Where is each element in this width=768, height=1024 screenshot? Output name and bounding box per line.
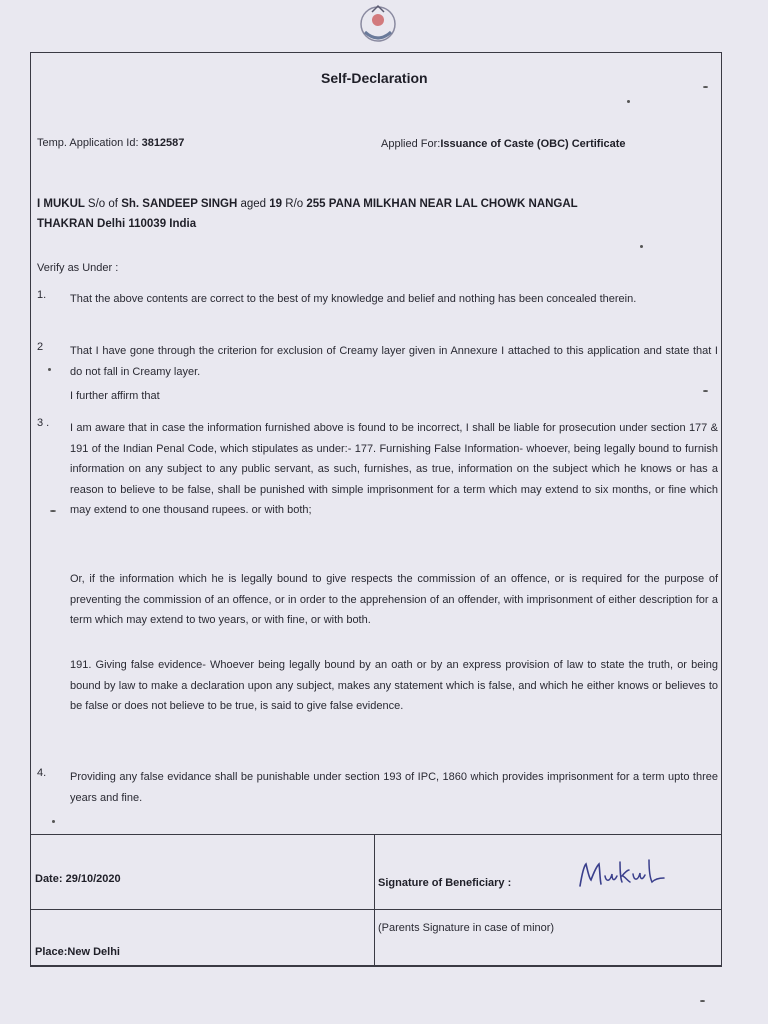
parent-signature-cell [374, 909, 722, 967]
place-field: Place:New Delhi [35, 946, 120, 958]
item-3-para-2: Or, if the information which he is legally bound to give respects the commission of an offence, or is required for the purpose of preventing the commission of an offence, or in order to the apprehension of an offender, with imprisonment of either description for a term which may extend to two years, or with fine, or with both. [70, 573, 718, 626]
item-text: That I have gone through the criterion for exclusion of Creamy layer given in Annexure I attached to this application and state that I do not fall in Creamy layer. [70, 345, 718, 378]
item-number: 3 . [37, 417, 50, 429]
item-text: Providing any false evidance shall be punishable under section 193 of IPC, 1860 which provides imprisonment for a term upto three years and fine. [70, 771, 718, 804]
item-number: 2 [37, 341, 44, 353]
date-field: Date: 29/10/2020 [35, 873, 121, 885]
parent-signature-label: (Parents Signature in case of minor) [378, 922, 555, 934]
declaration-document [30, 52, 722, 966]
affirm-line: I further affirm that [70, 390, 160, 402]
declarant-line-2: THAKRAN Delhi 110039 India [37, 218, 197, 230]
application-id: Temp. Application Id: 3812587 [37, 137, 185, 149]
item-number: 4. [37, 767, 47, 779]
item-3-para-3: 191. Giving false evidence- Whoever being legally bound by an oath or by an express provision of law to state the truth, or being bound by law to make a declaration upon any subject, makes any statement which is false, and which he either knows or believes to be false or does not believe to be true, is said to give false evidence. [70, 659, 718, 712]
item-text: That the above contents are correct to the best of my knowledge and belief and nothing has been concealed therein. [70, 293, 637, 305]
applied-for: Applied For:Issuance of Caste (OBC) Certificate [381, 138, 626, 150]
verify-heading: Verify as Under : [37, 262, 119, 274]
declarant-line-1: I MUKUL S/o of Sh. SANDEEP SINGH aged 19 R/o 255 PANA MILKHAN NEAR LAL CHOWK NANGAL [37, 198, 578, 210]
signature-label: Signature of Beneficiary : [378, 877, 512, 889]
item-3-intro: I am aware that in case the information furnished above is found to be incorrect, I shall be liable for prosecution under section 177 & 191 of the Indian Penal Code, which stipulates as under:- 177. Furnishing False Information- whoever, being legally bound to furnish information on any subject to any public servant, as such, furnishes, as true, information on the subject which he knows or has a reason to believe to be false, shall be punished with simple imprisonment for a term which may extend to six months, or fine which may extend to one thousand rupees. or with both; [70, 422, 718, 516]
place-cell [30, 909, 375, 967]
seal-emblem-icon [355, 2, 401, 46]
date-cell [30, 834, 375, 910]
item-number: 1. [37, 289, 47, 301]
document-title: Self-Declaration [321, 70, 428, 86]
item-text [70, 418, 718, 521]
handwritten-signature [572, 854, 682, 894]
